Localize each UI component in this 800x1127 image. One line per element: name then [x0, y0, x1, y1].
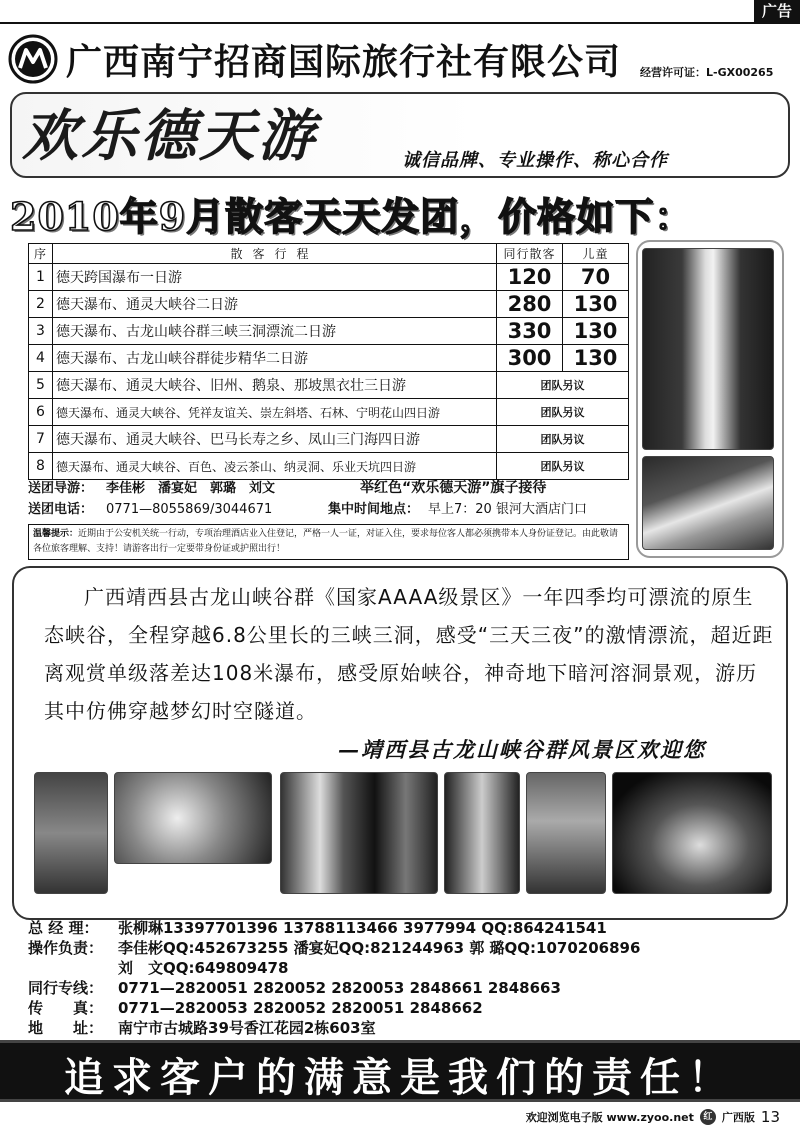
row-price: 330	[497, 318, 563, 345]
table-row	[29, 291, 629, 318]
row-no: 4	[29, 345, 53, 372]
contact-line	[28, 998, 640, 1018]
row-team-price: 团队另议	[497, 399, 629, 426]
table-row	[29, 453, 629, 480]
notice-label: 温馨提示：	[33, 529, 79, 539]
row-price: 120	[497, 264, 563, 291]
contact-label: 传 真：	[28, 999, 104, 1017]
row-route: 德天跨国瀑布一日游	[53, 264, 497, 291]
footer-slogan: 追求客户的满意是我们的责任！	[64, 1054, 736, 1101]
contact-label: 操作负责：	[28, 939, 104, 957]
notice-box	[28, 524, 629, 560]
contact-label: 总 经 理：	[28, 919, 99, 937]
row-route: 德天瀑布、通灵大峡谷二日游	[53, 291, 497, 318]
table-row	[29, 426, 629, 453]
contact-label: 地 址：	[28, 1019, 104, 1037]
route-price-table	[28, 243, 629, 480]
price-headline: 2010年9月散客天天发团，价格如下：	[10, 194, 694, 239]
notice-text: 近期由于公安机关统一行动，专项治理酒店业入住登记，严格一人一证，对证入住，要求每位客人都必须携带本人身份证登记。由此敬请各位旅客理解、支持！请游客出行一定要带身份证或护照出行！	[33, 529, 619, 554]
meet-info: 早上7：20 银河大酒店门口	[428, 502, 587, 517]
contact-line	[28, 978, 640, 998]
ad-label: 广告	[754, 0, 800, 22]
slogan-title: 欢乐德天游	[22, 103, 317, 169]
rafting-photo	[642, 456, 774, 550]
table-row	[29, 264, 629, 291]
waterfall-photo	[642, 248, 774, 450]
contact-line	[28, 958, 640, 978]
table-row	[29, 399, 629, 426]
row-child-price: 70	[563, 264, 629, 291]
phone-number: 0771—8055869/3044671	[106, 502, 273, 517]
company-logo-icon	[8, 34, 58, 84]
row-team-price: 团队另议	[497, 453, 629, 480]
guide-names: 李佳彬 潘宴妃 郭璐 刘文	[106, 481, 276, 496]
row-no: 7	[29, 426, 53, 453]
row-no: 2	[29, 291, 53, 318]
gallery-photo	[280, 772, 438, 894]
top-rule	[0, 22, 800, 24]
contact-value: 0771—2820051 2820052 2820053 2848661 2848663	[118, 979, 561, 997]
guide-info	[28, 478, 629, 520]
page-number: 13	[760, 1108, 780, 1126]
contact-value: 南宁市古城路39号香江花园2栋603室	[118, 1019, 376, 1037]
license-number: 经营许可证：L-GX00265	[640, 66, 774, 79]
guide-label: 送团导游：	[28, 481, 94, 496]
gallery-photo	[34, 772, 108, 894]
contact-value: 李佳彬QQ:452673255 潘宴妃QQ:821244963 郭 璐QQ:1070206896	[118, 939, 641, 957]
welcome-signature: —靖西县古龙山峡谷群风景区欢迎您	[338, 737, 706, 762]
row-route: 德天瀑布、古龙山峡谷群三峡三洞漂流二日游	[53, 318, 497, 345]
table-row	[29, 372, 629, 399]
phone-label: 送团电话：	[28, 502, 94, 517]
row-child-price: 130	[563, 318, 629, 345]
header-no: 序	[29, 244, 53, 264]
row-no: 5	[29, 372, 53, 399]
table-row	[29, 318, 629, 345]
row-route: 德天瀑布、通灵大峡谷、凭祥友谊关、崇左斜塔、石林、宁明花山四日游	[53, 399, 497, 426]
intro-text: 广西靖西县古龙山峡谷群《国家AAAA级景区》一年四季均可漂流的原生态峡谷，全程穿越6.8公里长的三峡三洞，感受“三天三夜”的激情漂流，超近距离观赏单级落差达108米瀑布，感受原始峡谷，神奇地下暗河溶洞景观，游历其中仿佛穿越梦幻时空隧道。	[44, 585, 774, 723]
contact-value: 张柳琳13397701396 13788113466 3977994 QQ:864241541	[118, 919, 607, 937]
row-no: 3	[29, 318, 53, 345]
contact-list	[28, 918, 640, 1038]
company-name: 广西南宁招商国际旅行社有限公司	[66, 42, 622, 83]
meet-label: 集中时间地点：	[328, 502, 420, 517]
contact-line	[28, 1018, 640, 1038]
row-route: 德天瀑布、通灵大峡谷、巴马长寿之乡、凤山三门海四日游	[53, 426, 497, 453]
row-no: 8	[29, 453, 53, 480]
row-child-price: 130	[563, 291, 629, 318]
page-footer	[526, 1108, 780, 1126]
contact-line	[28, 918, 640, 938]
contact-label: 同行专线：	[28, 979, 104, 997]
row-route: 德天瀑布、通灵大峡谷、旧州、鹅泉、那坡黑衣壮三日游	[53, 372, 497, 399]
row-team-price: 团队另议	[497, 426, 629, 453]
edition-logo-icon: 红	[700, 1109, 716, 1125]
contact-line	[28, 938, 640, 958]
header-route: 散客行程	[53, 244, 497, 264]
row-child-price: 130	[563, 345, 629, 372]
gallery-photo	[612, 772, 772, 894]
gallery-photo	[444, 772, 520, 894]
site-url: 欢迎浏览电子版 www.zyoo.net	[525, 1111, 694, 1124]
edition-name: 广西版	[721, 1111, 755, 1124]
row-no: 6	[29, 399, 53, 426]
gallery-photo	[526, 772, 606, 894]
row-route: 德天瀑布、古龙山峡谷群徒步精华二日游	[53, 345, 497, 372]
table-header-row	[29, 244, 629, 264]
guide-flag: 举红色“欢乐德天游”旗子接待	[360, 480, 547, 496]
row-no: 1	[29, 264, 53, 291]
row-price: 280	[497, 291, 563, 318]
table-row	[29, 345, 629, 372]
gallery-photo	[114, 772, 272, 864]
row-price: 300	[497, 345, 563, 372]
header-price: 同行散客	[497, 244, 563, 264]
contact-value: 0771—2820053 2820052 2820051 2848662	[118, 999, 483, 1017]
contact-value: 刘 文QQ:649809478	[118, 959, 289, 977]
row-route: 德天瀑布、通灵大峡谷、百色、凌云茶山、纳灵洞、乐业天坑四日游	[53, 453, 497, 480]
row-team-price: 团队另议	[497, 372, 629, 399]
slogan-tagline: 诚信品牌、专业操作、称心合作	[402, 150, 668, 171]
header-child: 儿童	[563, 244, 629, 264]
